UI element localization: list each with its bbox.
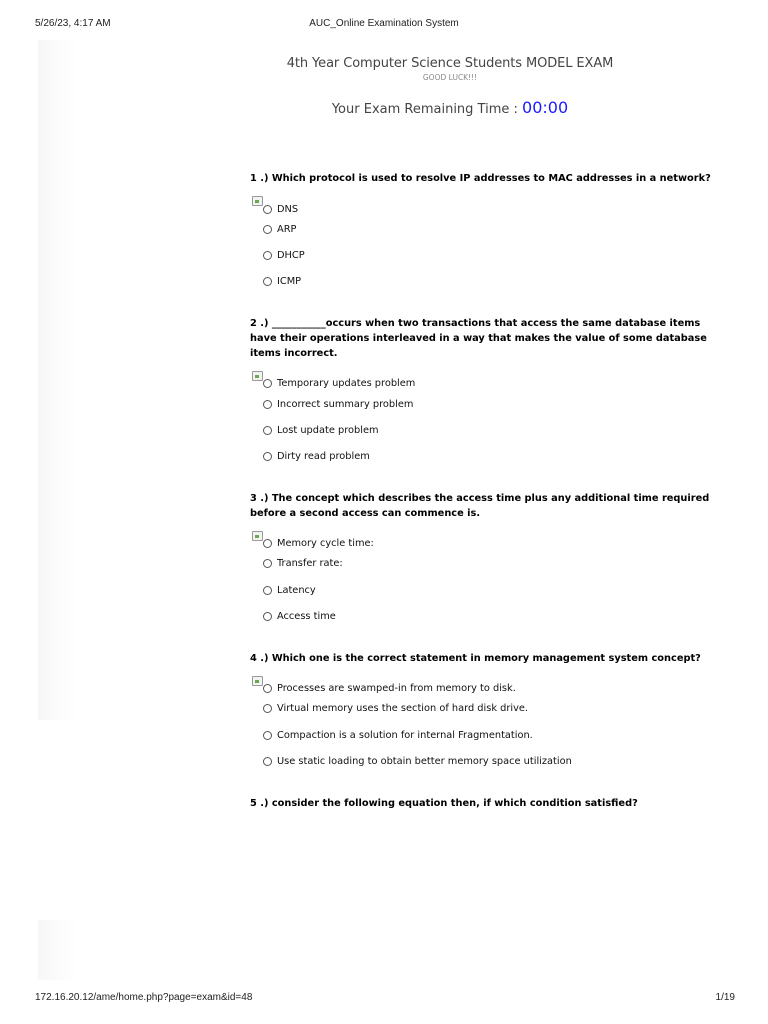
answer-option[interactable]: [263, 551, 730, 577]
answer-option[interactable]: [263, 603, 730, 629]
print-footer: [0, 992, 768, 1006]
question-3: [250, 491, 730, 630]
radio-button[interactable]: [263, 684, 272, 693]
answer-option[interactable]: [263, 748, 730, 774]
broken-image-icon: [252, 196, 263, 206]
answer-options: [263, 682, 730, 775]
answer-option[interactable]: [263, 682, 730, 696]
exam-title: 4th Year Computer Science Students MODEL EXAM: [286, 56, 614, 71]
radio-button[interactable]: [263, 559, 272, 568]
radio-button[interactable]: [263, 539, 272, 548]
radio-button[interactable]: [263, 426, 272, 435]
question-text: 2 .) ___________occurs when two transactions that access the same database items have their operations interleaved in a way that makes the value of some database items incorrect.: [250, 317, 707, 359]
answer-option[interactable]: [263, 242, 730, 268]
broken-image-icon: [252, 531, 263, 541]
exam-timer: [260, 98, 640, 117]
radio-button[interactable]: [263, 612, 272, 621]
answer-option-label: ICMP: [277, 276, 302, 288]
answer-options: [263, 202, 730, 295]
exam-subtitle: GOOD LUCK!!!: [422, 73, 478, 82]
answer-option[interactable]: [263, 722, 730, 748]
question-list: [250, 171, 730, 811]
page-shadow-bottom: [38, 920, 78, 980]
radio-button[interactable]: [263, 452, 272, 461]
print-url: 172.16.20.12/ame/home.php?page=exam&id=48: [35, 992, 253, 1003]
answer-options: [263, 537, 730, 630]
answer-option[interactable]: [263, 269, 730, 295]
answer-option[interactable]: [263, 202, 730, 216]
question-text: 1 .) Which protocol is used to resolve IP addresses to MAC addresses in a network?: [250, 173, 711, 184]
radio-button[interactable]: [263, 379, 272, 388]
answer-option-label: ARP: [277, 223, 297, 235]
question-4: [250, 651, 730, 775]
print-date: 5/26/23, 4:17 AM: [35, 18, 111, 29]
page-shadow: [38, 40, 78, 720]
question-text: 5 .) consider the following equation then, if which condition satisfied?: [250, 797, 638, 809]
radio-button[interactable]: [263, 277, 272, 286]
answer-option-label: Processes are swamped-in from memory to disk.: [277, 683, 516, 695]
answer-option[interactable]: [263, 696, 730, 722]
answer-option-label: Access time: [277, 611, 336, 623]
answer-option-label: DHCP: [277, 249, 305, 261]
print-header: [0, 18, 768, 32]
answer-option-label: Memory cycle time:: [277, 538, 374, 550]
print-page-count: 1/19: [715, 992, 735, 1003]
broken-image-icon: [252, 676, 263, 686]
exam-header: [260, 56, 640, 117]
question-2: [250, 316, 730, 470]
answer-option[interactable]: [263, 377, 730, 391]
answer-option-label: Transfer rate:: [277, 558, 343, 570]
answer-option-label: DNS: [277, 203, 299, 215]
radio-button[interactable]: [263, 704, 272, 713]
question-text: 4 .) Which one is the correct statement in memory management system concept?: [250, 652, 701, 664]
question-5: [250, 796, 730, 811]
answer-option-label: Lost update problem: [277, 424, 379, 436]
radio-button[interactable]: [263, 586, 272, 595]
radio-button[interactable]: [263, 731, 272, 740]
answer-option-label: Latency: [277, 584, 316, 596]
broken-image-icon: [252, 371, 263, 381]
radio-button[interactable]: [263, 400, 272, 409]
answer-option-label: Use static loading to obtain better memory space utilization: [277, 755, 572, 767]
question-text: 3 .) The concept which describes the access time plus any additional time required before a second access can commence is.: [250, 492, 710, 519]
answer-option[interactable]: [263, 443, 730, 469]
timer-value: 00:00: [522, 98, 569, 117]
answer-option[interactable]: [263, 391, 730, 417]
timer-label: Your Exam Remaining Time :: [331, 102, 523, 117]
answer-option-label: Compaction is a solution for internal Fragmentation.: [277, 729, 533, 741]
radio-button[interactable]: [263, 225, 272, 234]
answer-option-label: Dirty read problem: [277, 451, 370, 463]
answer-option-label: Incorrect summary problem: [277, 398, 414, 410]
radio-button[interactable]: [263, 205, 272, 214]
print-page-title: AUC_Online Examination System: [309, 18, 459, 29]
answer-option[interactable]: [263, 417, 730, 443]
question-1: [250, 171, 730, 295]
radio-button[interactable]: [263, 251, 272, 260]
answer-option[interactable]: [263, 216, 730, 242]
answer-options: [263, 377, 730, 470]
answer-option-label: Temporary updates problem: [277, 378, 416, 390]
answer-option[interactable]: [263, 577, 730, 603]
radio-button[interactable]: [263, 757, 272, 766]
answer-option[interactable]: [263, 537, 730, 551]
answer-option-label: Virtual memory uses the section of hard disk drive.: [277, 703, 529, 715]
